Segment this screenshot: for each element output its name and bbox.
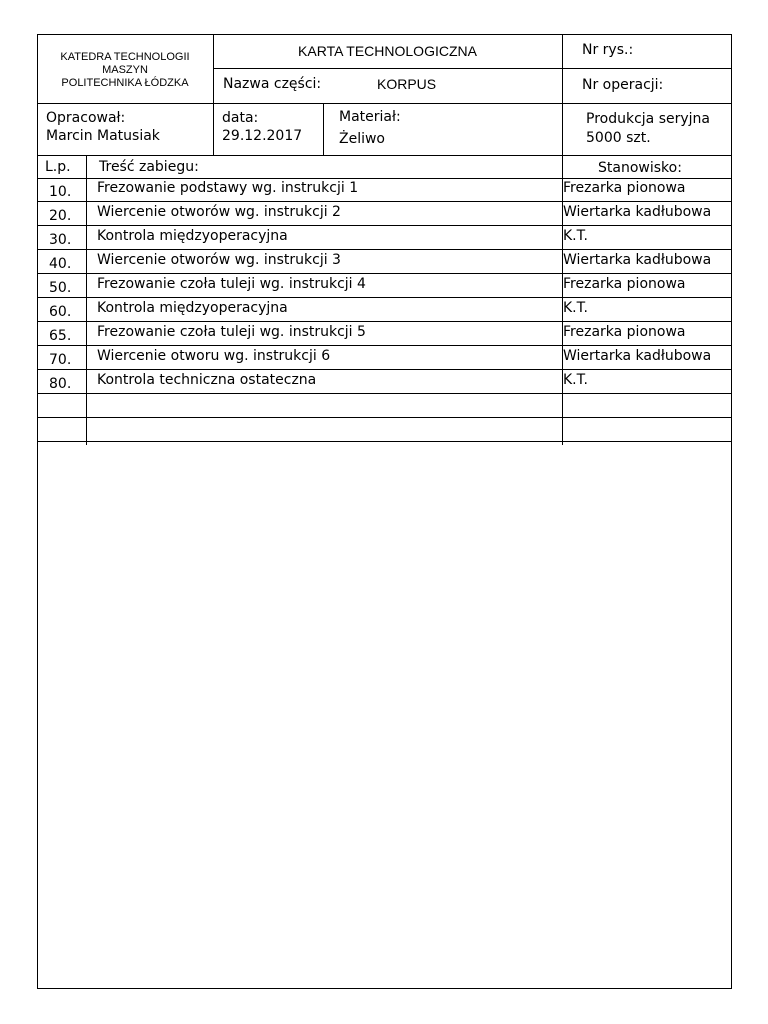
row-station: K.T.: [563, 300, 588, 316]
author-value: Marcin Matusiak: [46, 128, 160, 144]
row-lp: 80.: [49, 376, 72, 392]
row-divider: [37, 441, 732, 442]
row-station: Wiertarka kadłubowa: [563, 252, 712, 268]
row-station: K.T.: [563, 372, 588, 388]
row-divider: [37, 393, 732, 394]
row-content: Kontrola międzyoperacyjna: [97, 300, 288, 316]
production-value: 5000 szt.: [586, 130, 651, 146]
department-line-1: KATEDRA TECHNOLOGII: [60, 51, 190, 63]
row-station: K.T.: [563, 228, 588, 244]
material-value: Żeliwo: [339, 131, 385, 147]
divider: [562, 34, 563, 155]
part-name-value: KORPUS: [377, 76, 437, 92]
row-content: Wiercenie otworu wg. instrukcji 6: [97, 348, 331, 364]
department-line-2: MASZYN: [102, 64, 148, 76]
row-divider: [37, 297, 732, 298]
column-header-lp: L.p.: [45, 159, 71, 175]
production-label: Produkcja seryjna: [586, 111, 710, 127]
column-header-content: Treść zabiegu:: [99, 159, 199, 175]
row-content: Wiercenie otworów wg. instrukcji 2: [97, 204, 341, 220]
row-content: Kontrola techniczna ostateczna: [97, 372, 317, 388]
row-lp: 65.: [49, 328, 72, 344]
row-content: Frezowanie czoła tuleji wg. instrukcji 5: [97, 324, 366, 340]
material-label: Materiał:: [339, 109, 401, 125]
row-content: Frezowanie podstawy wg. instrukcji 1: [97, 180, 359, 196]
divider: [37, 155, 732, 156]
row-divider: [37, 417, 732, 418]
operation-number-label: Nr operacji:: [582, 77, 664, 93]
row-divider: [37, 201, 732, 202]
divider: [213, 68, 732, 69]
row-content: Kontrola międzyoperacyjna: [97, 228, 288, 244]
row-station: Frezarka pionowa: [563, 324, 686, 340]
row-station: Frezarka pionowa: [563, 180, 686, 196]
divider: [37, 103, 732, 104]
part-name-label: Nazwa części:: [223, 76, 322, 92]
card-title: KARTA TECHNOLOGICZNA: [298, 43, 477, 59]
row-lp: 50.: [49, 280, 72, 296]
column-header-station: Stanowisko:: [598, 160, 682, 176]
date-value: 29.12.2017: [222, 128, 303, 144]
row-lp: 70.: [49, 352, 72, 368]
row-content: Frezowanie czoła tuleji wg. instrukcji 4: [97, 276, 366, 292]
drawing-number-label: Nr rys.:: [582, 42, 634, 58]
divider: [37, 178, 732, 179]
row-divider: [37, 249, 732, 250]
row-content: Wiercenie otworów wg. instrukcji 3: [97, 252, 341, 268]
row-lp: 30.: [49, 232, 72, 248]
row-station: Frezarka pionowa: [563, 276, 686, 292]
row-divider: [37, 321, 732, 322]
author-label: Opracował:: [46, 110, 126, 126]
divider: [86, 155, 87, 445]
row-station: Wiertarka kadłubowa: [563, 204, 712, 220]
row-divider: [37, 345, 732, 346]
row-divider: [37, 369, 732, 370]
date-label: data:: [222, 110, 259, 126]
department-line-3: POLITECHNIKA ŁÓDZKA: [61, 77, 189, 89]
row-station: Wiertarka kadłubowa: [563, 348, 712, 364]
row-divider: [37, 225, 732, 226]
divider: [323, 103, 324, 155]
row-lp: 20.: [49, 208, 72, 224]
row-divider: [37, 273, 732, 274]
row-lp: 40.: [49, 256, 72, 272]
row-lp: 10.: [49, 184, 72, 200]
row-lp: 60.: [49, 304, 72, 320]
